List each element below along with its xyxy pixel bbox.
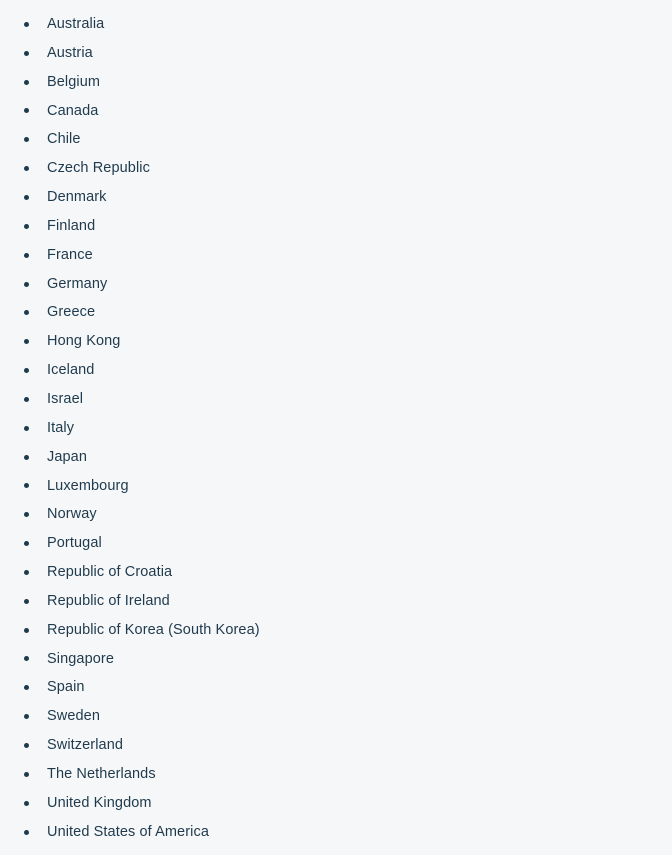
country-name: Finland	[47, 217, 96, 234]
country-name: Canada	[47, 102, 99, 119]
country-name: Israel	[47, 390, 84, 407]
country-name: Japan	[47, 448, 88, 465]
list-item	[0, 10, 672, 39]
list-item	[0, 818, 672, 847]
list-item	[0, 500, 672, 529]
country-name: Czech Republic	[47, 160, 150, 177]
bullet-icon	[24, 570, 29, 575]
list-item	[0, 97, 672, 126]
bullet-icon	[24, 830, 29, 835]
list-item	[0, 270, 672, 299]
bullet-icon	[24, 166, 29, 171]
bullet-icon	[24, 368, 29, 373]
list-item	[0, 68, 672, 97]
country-name: Hong Kong	[47, 333, 121, 350]
bullet-icon	[24, 51, 29, 56]
list-item	[0, 472, 672, 501]
bullet-icon	[24, 137, 29, 142]
bullet-icon	[24, 801, 29, 806]
bullet-icon	[24, 22, 29, 27]
country-name: Australia	[47, 16, 105, 32]
list-item	[0, 385, 672, 414]
list-item	[0, 414, 672, 443]
country-name: Iceland	[47, 362, 95, 379]
list-item	[0, 154, 672, 183]
list-item	[0, 298, 672, 327]
country-name: Greece	[47, 304, 96, 321]
list-item	[0, 760, 672, 789]
list-item	[0, 587, 672, 616]
list-item	[0, 443, 672, 472]
country-name: Germany	[47, 275, 108, 292]
country-name: Singapore	[47, 650, 115, 667]
bullet-icon	[24, 253, 29, 258]
country-name: Switzerland	[47, 737, 124, 754]
bullet-icon	[24, 541, 29, 546]
list-item	[0, 125, 672, 154]
country-name: Republic of Croatia	[47, 564, 173, 581]
country-list	[0, 10, 672, 846]
country-name: Belgium	[47, 73, 101, 90]
list-item	[0, 356, 672, 385]
bullet-icon	[24, 397, 29, 402]
country-name: Chile	[47, 131, 81, 148]
country-name: Austria	[47, 44, 93, 61]
list-item	[0, 558, 672, 587]
country-name: Italy	[47, 419, 75, 436]
bullet-icon	[24, 310, 29, 315]
country-name: Portugal	[47, 535, 102, 552]
country-name: Luxembourg	[47, 477, 129, 494]
list-item	[0, 673, 672, 702]
bullet-icon	[24, 282, 29, 287]
bullet-icon	[24, 80, 29, 85]
country-name: Spain	[47, 679, 85, 696]
list-item	[0, 183, 672, 212]
bullet-icon	[24, 685, 29, 690]
country-name: Republic of Ireland	[47, 592, 170, 609]
country-name: France	[47, 246, 93, 263]
bullet-icon	[24, 714, 29, 719]
bullet-icon	[24, 426, 29, 431]
country-name: Republic of Korea (South Korea)	[47, 621, 260, 638]
bullet-icon	[24, 599, 29, 604]
list-item	[0, 529, 672, 558]
bullet-icon	[24, 339, 29, 344]
list-item	[0, 789, 672, 818]
list-item	[0, 702, 672, 731]
list-item	[0, 327, 672, 356]
list-item	[0, 731, 672, 760]
bullet-icon	[24, 108, 29, 113]
list-item	[0, 39, 672, 68]
bullet-icon	[24, 656, 29, 661]
country-name: United Kingdom	[47, 794, 152, 811]
country-name: United States of America	[47, 823, 209, 840]
list-item	[0, 645, 672, 674]
list-item	[0, 241, 672, 270]
country-name: The Netherlands	[47, 765, 156, 782]
bullet-icon	[24, 483, 29, 488]
country-name: Norway	[47, 506, 97, 523]
list-item	[0, 616, 672, 645]
bullet-icon	[24, 772, 29, 777]
bullet-icon	[24, 743, 29, 748]
country-name: Sweden	[47, 708, 100, 725]
bullet-icon	[24, 195, 29, 200]
bullet-icon	[24, 512, 29, 517]
list-item	[0, 212, 672, 241]
bullet-icon	[24, 455, 29, 460]
country-name: Denmark	[47, 189, 107, 206]
bullet-icon	[24, 628, 29, 633]
bullet-icon	[24, 224, 29, 229]
